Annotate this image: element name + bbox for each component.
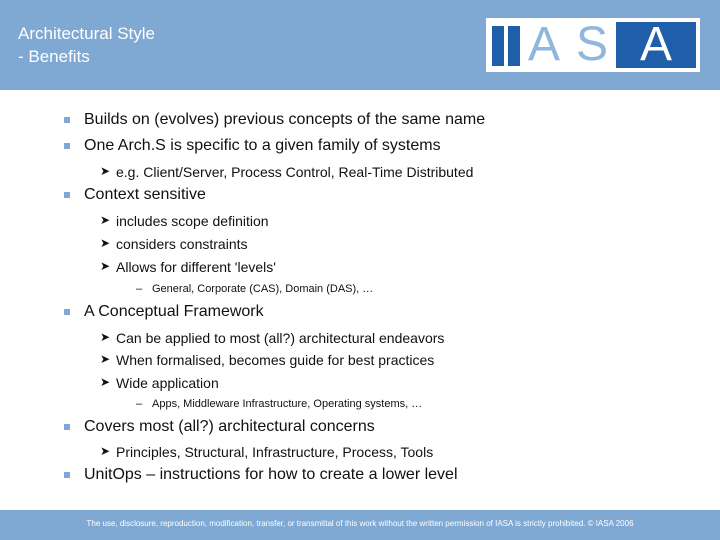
bullet-square: [64, 117, 70, 123]
bullet-4: A Conceptual Framework: [84, 303, 264, 320]
bullet-square: [64, 472, 70, 478]
footer-bar: [0, 510, 720, 540]
dash-bullet-icon: –: [136, 283, 143, 295]
sub-sub-bullet: Apps, Middleware Infrastructure, Operating systems, …: [152, 398, 423, 410]
arrow-bullet-icon: ➤: [100, 330, 111, 344]
sub-bullet: When formalised, becomes guide for best practices: [116, 352, 435, 368]
header-bar: [0, 0, 720, 90]
bullet-square: [64, 143, 70, 149]
bullet-square: [64, 309, 70, 315]
bullet-square: [64, 192, 70, 198]
sub-bullet: considers constraints: [116, 236, 248, 252]
bullet-6: UnitOps – instructions for how to create a lower level: [84, 466, 458, 483]
arrow-bullet-icon: ➤: [100, 213, 111, 227]
sub-bullet: e.g. Client/Server, Process Control, Real-Time Distributed: [116, 164, 474, 180]
bullet-square: [64, 424, 70, 430]
copyright-notice: The use, disclosure, reproduction, modification, transfer, or transmittal of this work without the written permission of IASA is strictly prohibited. © IASA 2006: [86, 519, 634, 528]
bullet-1: Builds on (evolves) previous concepts of the same name: [84, 111, 486, 128]
arrow-bullet-icon: ➤: [100, 236, 111, 250]
sub-bullet: includes scope definition: [116, 213, 269, 229]
sub-bullet: Can be applied to most (all?) architectural endeavors: [116, 330, 445, 346]
bullet-3: Context sensitive: [84, 186, 206, 203]
arrow-bullet-icon: ➤: [100, 375, 111, 389]
sub-sub-bullet: General, Corporate (CAS), Domain (DAS), …: [152, 283, 374, 295]
logo-letter-s: S: [575, 18, 608, 71]
sub-bullet: Wide application: [116, 375, 219, 391]
bullet-2: One Arch.S is specific to a given family of systems: [84, 137, 441, 154]
bullet-5: Covers most (all?) architectural concerns: [84, 418, 375, 435]
slide-title: Architectural Style - Benefits: [18, 24, 155, 66]
dash-bullet-icon: –: [136, 398, 143, 410]
arrow-bullet-icon: ➤: [100, 164, 111, 178]
logo-bar-2: [508, 26, 520, 66]
arrow-bullet-icon: ➤: [100, 259, 111, 273]
arrow-bullet-icon: ➤: [100, 352, 111, 366]
logo-bar-1: [492, 26, 504, 66]
sub-bullet: Principles, Structural, Infrastructure, Process, Tools: [116, 444, 434, 460]
logo-letter-a1: A: [527, 18, 560, 71]
logo-letter-a2: A: [639, 18, 672, 71]
iasa-logo: [486, 18, 700, 72]
sub-bullet: Allows for different 'levels': [116, 259, 276, 275]
arrow-bullet-icon: ➤: [100, 444, 111, 458]
